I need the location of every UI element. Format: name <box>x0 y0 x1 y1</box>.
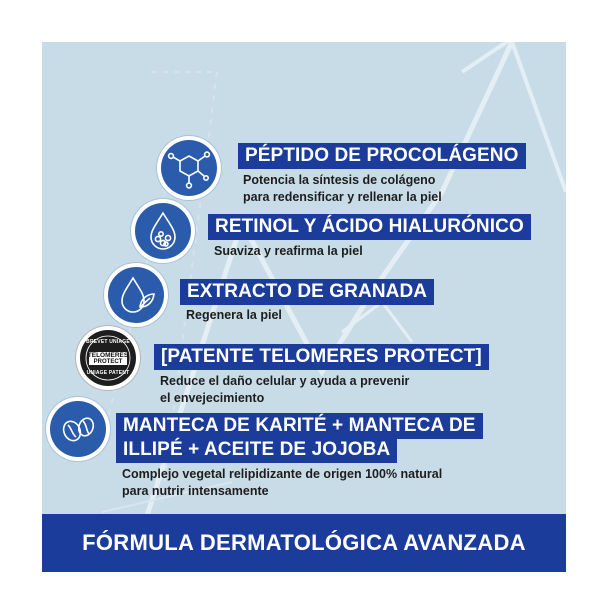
benefit-title: MANTECA DE KARITÉ + MANTECA DE <box>116 413 483 439</box>
benefit-title: [PATENTE TELOMERES PROTECT] <box>154 344 489 370</box>
description-line: Regenera la piel <box>186 308 282 322</box>
drop-leaf-icon <box>108 267 164 323</box>
benefit-title: EXTRACTO DE GRANADA <box>180 279 434 305</box>
benefit-title: RETINOL Y ÁCIDO HIALURÓNICO <box>208 214 531 240</box>
description-line: el envejecimiento <box>160 391 265 405</box>
seal-line1-text: TELOMERES <box>87 352 129 359</box>
benefit-description <box>243 172 442 206</box>
description-line: para redensificar y rellenar la piel <box>243 190 442 204</box>
benefit-title: PÉPTIDO DE PROCOLÁGENO <box>238 143 526 169</box>
patent-seal-icon <box>80 330 136 386</box>
description-line: Suaviza y reafirma la piel <box>214 244 363 258</box>
seal-line2-text: PROTECT <box>93 358 123 365</box>
benefit-description <box>122 466 442 500</box>
drop-molecules-icon <box>135 203 191 259</box>
description-line: Potencia la síntesis de colágeno <box>243 173 436 187</box>
footer-banner: FÓRMULA DERMATOLÓGICA AVANZADA <box>42 514 566 572</box>
seal-bottom-text: UNIAGE PATENT <box>86 370 130 376</box>
benefit-description <box>186 307 282 324</box>
description-line: Complejo vegetal relipidizante de origen 100% natural <box>122 467 443 481</box>
seeds-icon <box>50 401 106 457</box>
benefit-title-continued: ILLIPÉ + ACEITE DE JOJOBA <box>116 437 397 463</box>
molecule-icon <box>161 140 217 196</box>
benefit-description <box>214 243 363 260</box>
description-line: para nutrir intensamente <box>122 484 269 498</box>
seal-top-text: BREVET UNIAGE <box>86 339 130 345</box>
benefit-description <box>160 373 409 407</box>
description-line: Reduce el daño celular y ayuda a prevenir <box>160 374 410 388</box>
